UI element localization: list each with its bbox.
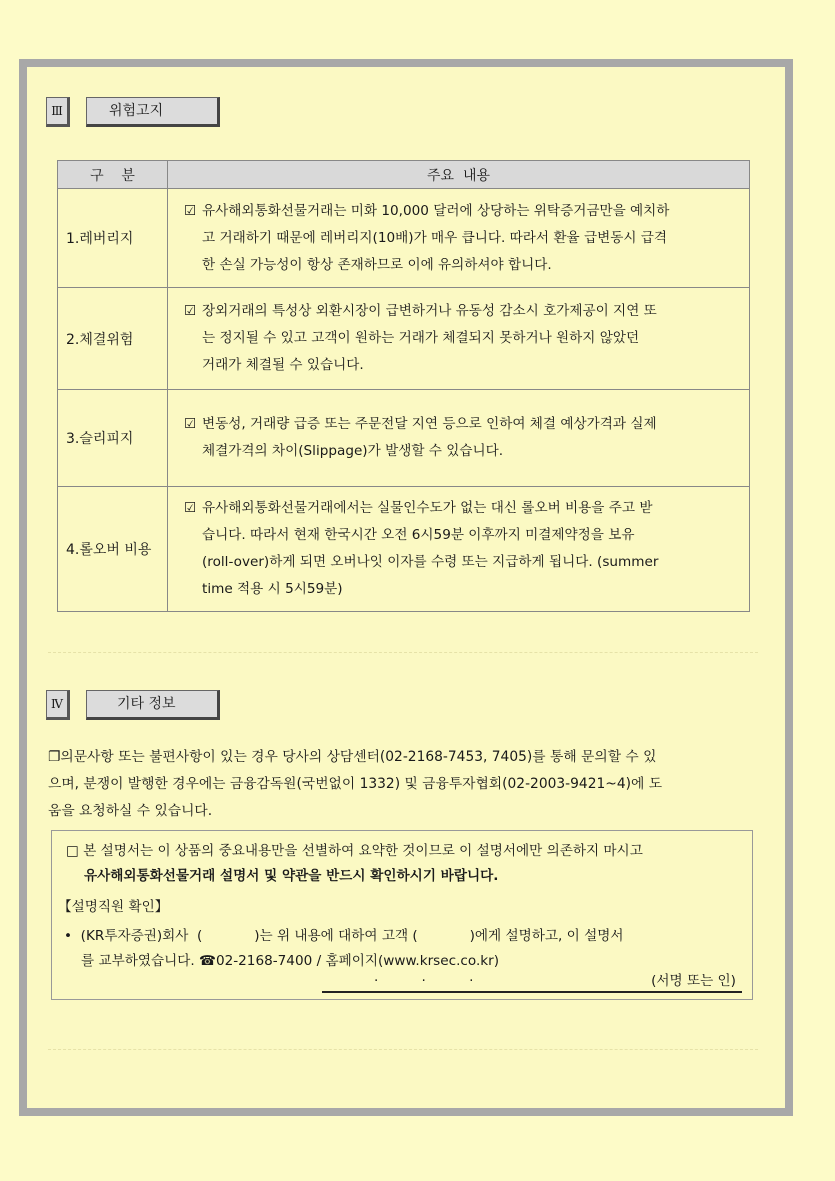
row-category: 1.레버리지 <box>58 189 168 288</box>
row-content: ☑ 유사해외통화선물거래는 미화 10,000 달러에 상당하는 위탁증거금만을 예치하 고 거래하기 때문에 레버리지(10배)가 매우 큽니다. 따라서 환율 급변동시 급격 한 손실 가능성이 항상 존재하므로 이에 유의하셔야 합니다. <box>168 189 750 288</box>
confirm-bullet: • (KR투자증권)회사 ( )는 위 내용에 대하여 고객 ( )에게 설명하고, 이 설명서 를 교부하였습니다. ☎02-2168-7400 / 홈페이지(www.krsec.co.kr) <box>64 928 624 969</box>
confirm-label: 【설명직원 확인】 <box>58 899 169 915</box>
section3-header <box>46 97 226 127</box>
table-row <box>58 189 750 288</box>
col-category-header: 구 분 <box>58 161 168 189</box>
signature-line <box>322 969 742 993</box>
section4-roman: Ⅳ <box>46 690 70 720</box>
checkbox-icon: ☑ <box>184 303 197 319</box>
row-category: 2.체결위험 <box>58 288 168 390</box>
signature-label: (서명 또는 인) <box>651 973 736 989</box>
date-field: . . . <box>374 969 474 985</box>
row-content: ☑ 유사해외통화선물거래에서는 실물인수도가 없는 대신 롤오버 비용을 주고 받 습니다. 따라서 현재 한국시간 오전 6시59분 이후까지 미결제약정을 보유 (roll-over)하게 되면 오버나잇 이자를 수령 또는 지급하게 됩니다. (summer time 적용 시 5시59분) <box>168 487 750 612</box>
row-content: ☑ 장외거래의 특성상 외환시장이 급변하거나 유동성 감소시 호가제공이 지연 또 는 정지될 수 있고 고객이 원하는 거래가 체결되지 못하거나 원하지 않았던 거래가 체결될 수 있습니다. <box>168 288 750 390</box>
table-row <box>58 390 750 487</box>
section3-roman: Ⅲ <box>46 97 70 127</box>
row-category: 3.슬리피지 <box>58 390 168 487</box>
table-row <box>58 288 750 390</box>
col-content-header: 주요 내용 <box>168 161 750 189</box>
checkbox-icon: ☑ <box>184 500 197 516</box>
section4-title: 기타 정보 <box>86 690 220 720</box>
checkbox-icon: ☑ <box>184 202 197 219</box>
row-content: ☑ 변동성, 거래량 급증 또는 주문전달 지연 등으로 인하여 체결 예상가격과 실제 체결가격의 차이(Slippage)가 발생할 수 있습니다. <box>168 390 750 487</box>
table-header-row <box>58 161 750 189</box>
divider <box>48 652 758 653</box>
checkbox-icon: ☑ <box>184 416 197 432</box>
notice-box <box>51 830 753 1000</box>
notice-line: □ 본 설명서는 이 상품의 중요내용만을 선별하여 요약한 것이므로 이 설명서에만 의존하지 마시고 <box>66 843 643 859</box>
section4-header <box>46 690 226 720</box>
contact-paragraph: ❐의문사항 또는 불편사항이 있는 경우 당사의 상담센터(02-2168-7453, 7405)를 통해 문의할 수 있 으며, 분쟁이 발행한 경우에는 금융감독원(국번없이 1332) 및 금융투자협회(02-2003-9421~4)에 도 움을 요청하실 수 있습니다. <box>48 749 663 819</box>
row-category: 4.롤오버 비용 <box>58 487 168 612</box>
section3-title: 위험고지 <box>86 97 220 127</box>
table-row <box>58 487 750 612</box>
risk-table <box>57 160 750 612</box>
notice-line-bold: 유사해외통화선물거래 설명서 및 약관을 반드시 확인하시기 바랍니다. <box>84 868 499 884</box>
divider <box>48 1049 758 1050</box>
